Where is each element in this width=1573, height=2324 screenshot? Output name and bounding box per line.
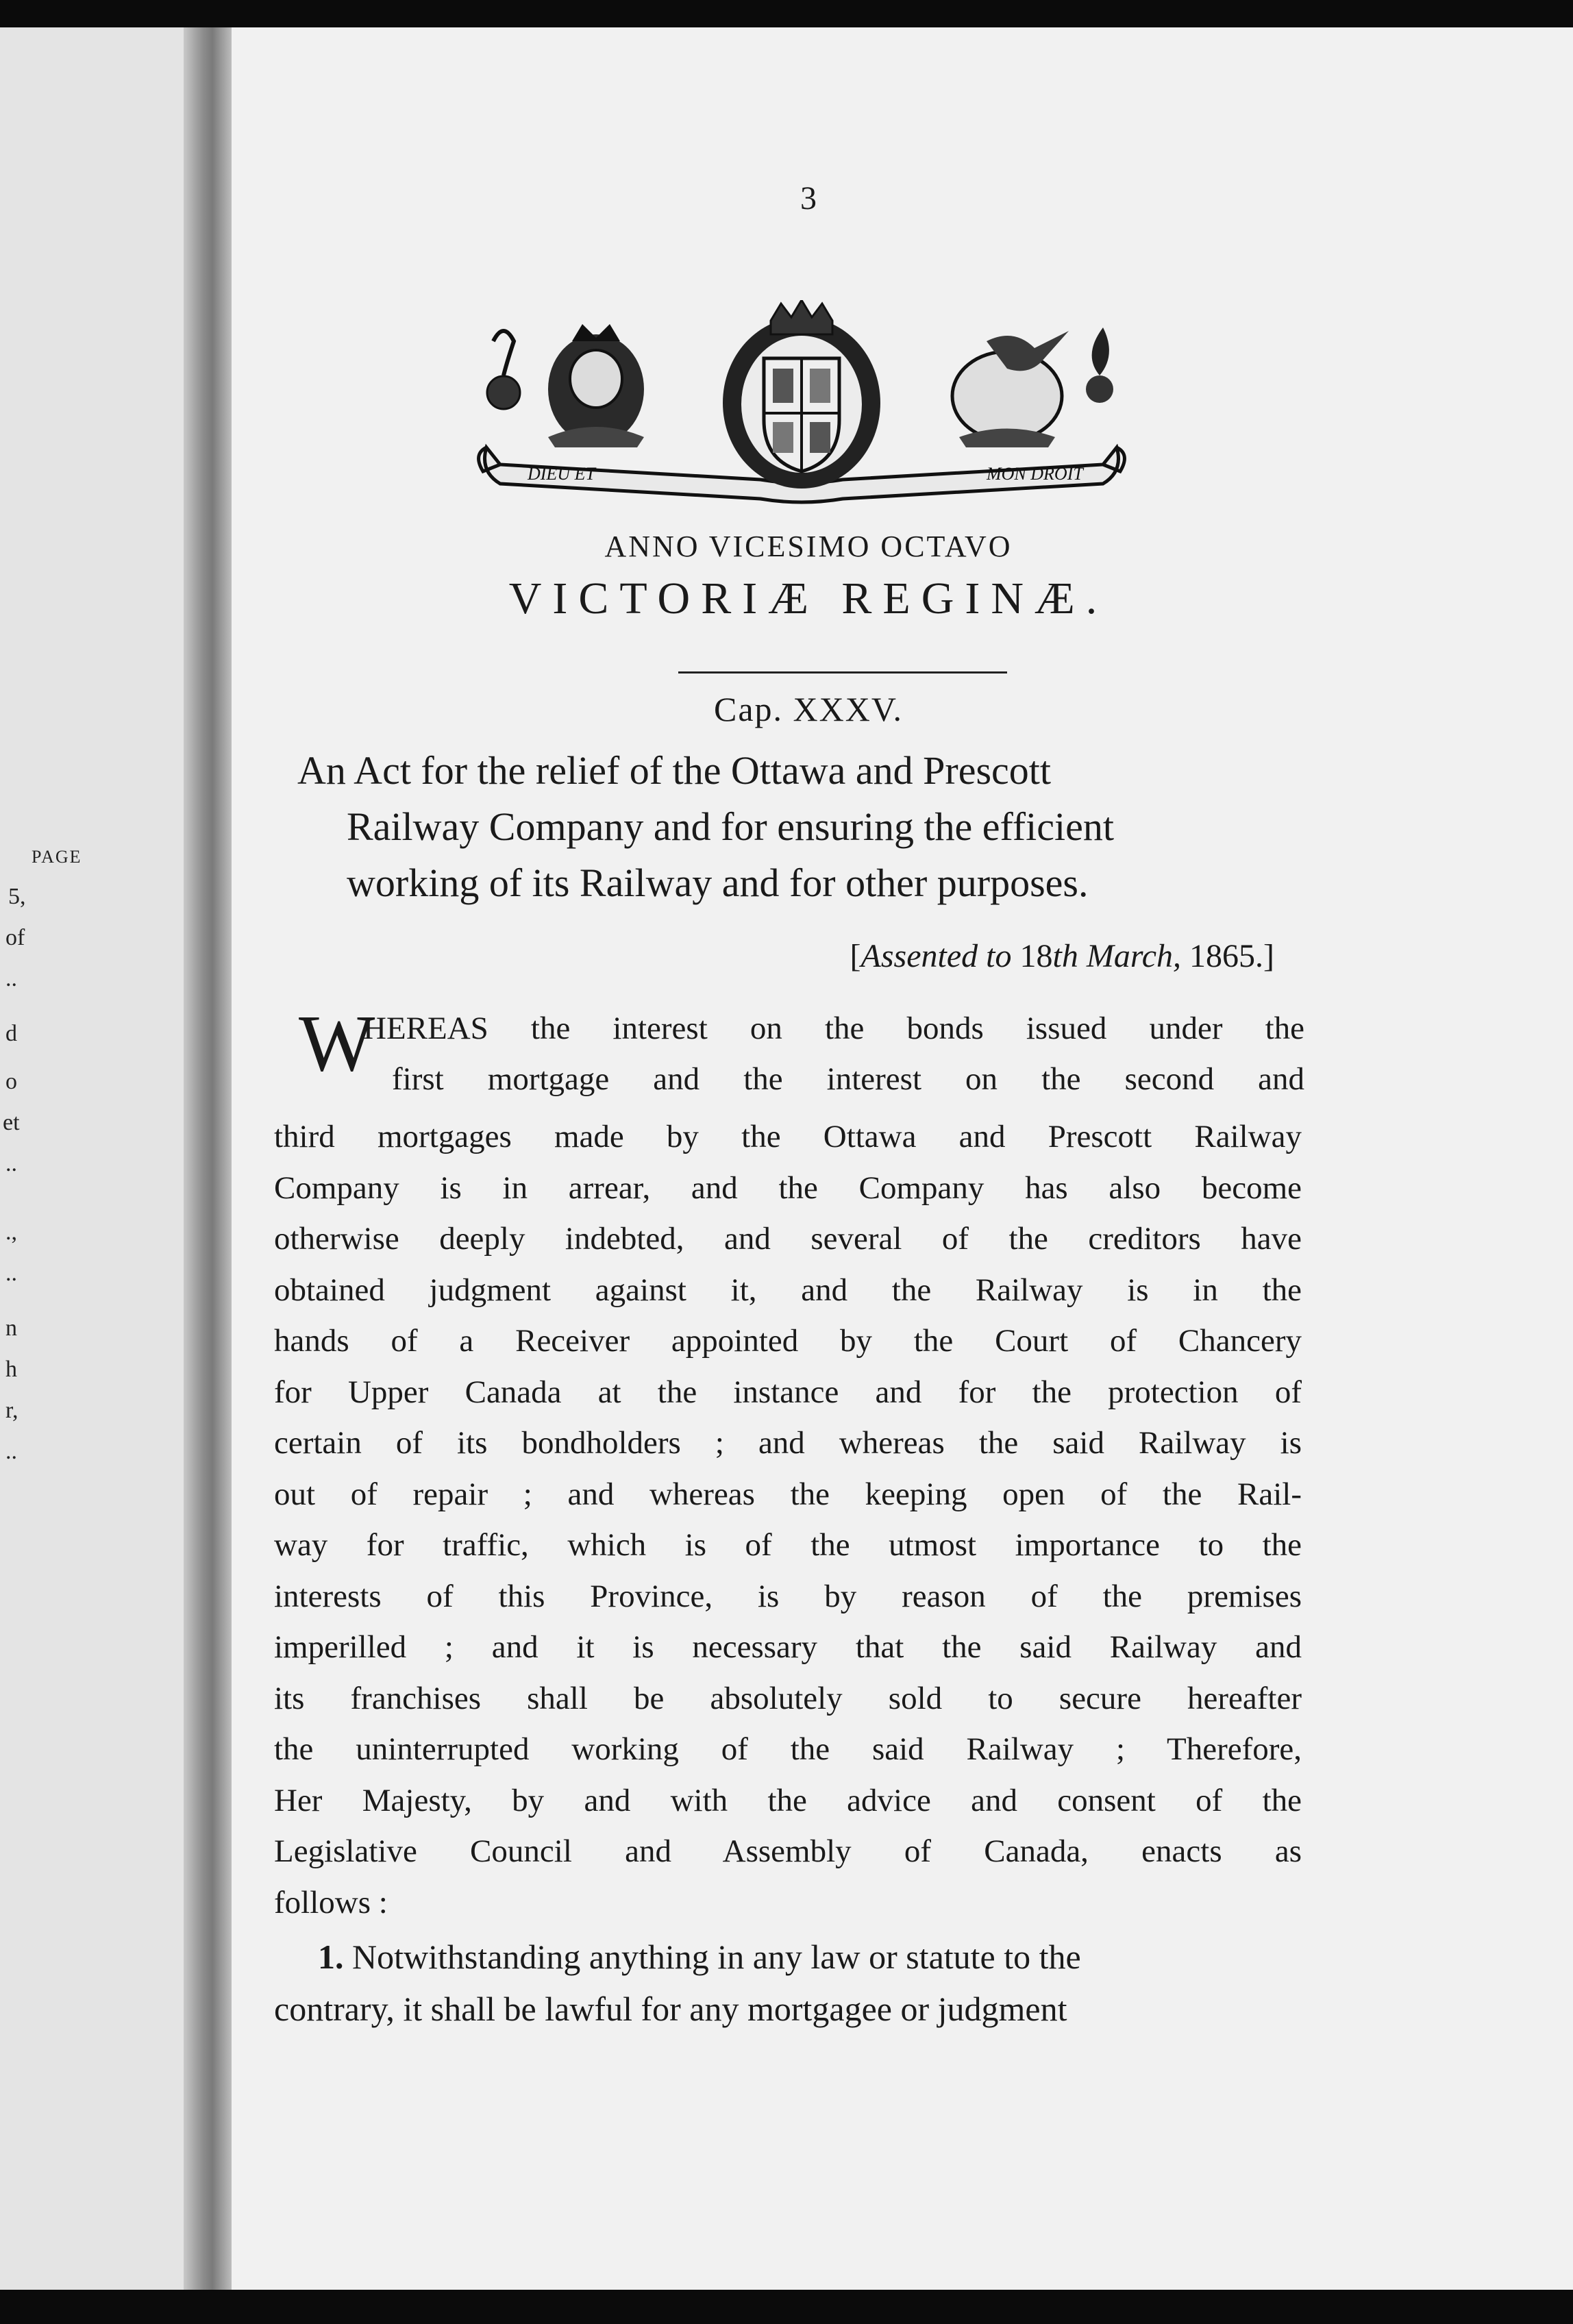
preamble-line: for Upper Canada at the instance and for the protection of	[274, 1374, 1302, 1410]
margin-fragment: et	[3, 1110, 20, 1135]
scan-bottom-border	[0, 2290, 1573, 2324]
preamble-line: Legislative Council and Assembly of Canada, enacts as	[274, 1833, 1302, 1869]
margin-fragment: ..	[5, 966, 17, 991]
page-gutter	[184, 27, 232, 2290]
margin-fragment: 5,	[8, 884, 26, 909]
act-title	[295, 743, 1322, 911]
act-title-line: working of its Railway and for other purposes.	[347, 861, 1089, 905]
crest-motto-left: DIEU ET	[528, 464, 595, 484]
preamble-line: Her Majesty, by and with the advice and consent of the	[274, 1782, 1302, 1818]
royal-coat-of-arms-icon	[466, 300, 1137, 506]
preamble-line: imperilled ; and it is necessary that the said Railway and	[274, 1629, 1302, 1665]
act-title-line: An Act for the relief of the Ottawa and Prescott	[297, 748, 1052, 793]
preamble-line: first mortgage and the interest on the second and	[392, 1061, 1304, 1097]
margin-fragment: .,	[5, 1220, 17, 1245]
margin-fragment: ..	[5, 1151, 17, 1176]
margin-fragment: ..	[5, 1261, 17, 1286]
act-title-line: Railway Company and for ensuring the efficient	[347, 804, 1114, 849]
preamble-line: certain of its bondholders ; and whereas the said Railway is	[274, 1425, 1302, 1461]
preamble-line: obtained judgment against it, and the Railway is in the	[274, 1272, 1302, 1308]
preamble-line: HEREAS the interest on the bonds issued under the	[363, 1011, 1304, 1046]
preamble-line: follows :	[274, 1884, 388, 1920]
facing-page-edge	[0, 27, 195, 2290]
drop-cap: W	[299, 998, 375, 1088]
margin-fragment: n	[5, 1315, 17, 1341]
preamble-line: Company is in arrear, and the Company has also become	[274, 1170, 1302, 1206]
crest-motto-right: MON DROIT	[987, 464, 1083, 484]
scan-top-border	[0, 0, 1573, 27]
preamble-line: way for traffic, which is of the utmost importance to the	[274, 1527, 1302, 1563]
margin-fragment: ..	[5, 1439, 17, 1464]
preamble-line: the uninterrupted working of the said Railway ; Therefore,	[274, 1731, 1302, 1767]
margin-fragment: r,	[5, 1398, 18, 1423]
section-line: contrary, it shall be lawful for any mortgagee or judgment	[274, 1990, 1067, 2028]
margin-page-label: PAGE	[32, 847, 82, 867]
preamble-line: otherwise deeply indebted, and several of the creditors have	[274, 1221, 1302, 1257]
assent-date: [Assented to 18th March, 1865.]	[850, 938, 1274, 974]
chapter-number: Cap. XXXV.	[713, 690, 904, 728]
margin-fragment: of	[5, 925, 25, 950]
preamble-line: interests of this Province, is by reason of the premises	[274, 1578, 1302, 1614]
regnal-year: ANNO VICESIMO OCTAVO	[604, 530, 1013, 563]
preamble-line: hands of a Receiver appointed by the Court of Chancery	[274, 1323, 1302, 1359]
margin-fragment: h	[5, 1357, 17, 1382]
preamble-line: out of repair ; and whereas the keeping open of the Rail-	[274, 1476, 1302, 1512]
divider-rule	[678, 671, 1007, 673]
page-number: 3	[800, 180, 817, 217]
margin-fragment: o	[5, 1069, 17, 1094]
section-1	[274, 1931, 1288, 2035]
section-number: 1.	[318, 1938, 344, 1976]
preamble-line: its franchises shall be absolutely sold to secure hereafter	[274, 1680, 1302, 1716]
section-line: 1. Notwithstanding anything in any law or statute to the	[318, 1938, 1081, 1976]
reign-title: VICTORIÆ REGINÆ.	[508, 573, 1108, 623]
margin-fragment: d	[5, 1021, 17, 1046]
preamble-line: third mortgages made by the Ottawa and Prescott Railway	[274, 1119, 1302, 1154]
preamble-body	[274, 1111, 1302, 1928]
